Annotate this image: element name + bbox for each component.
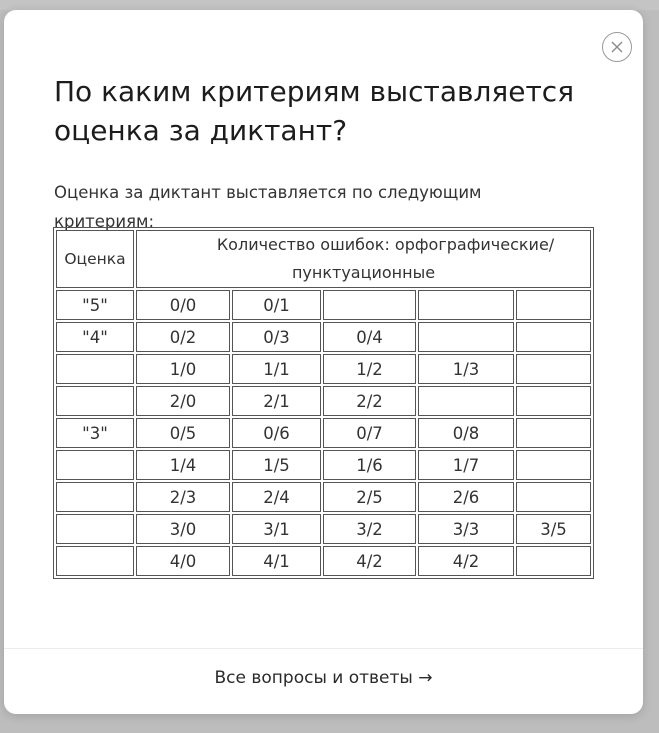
all-questions-link[interactable]: Все вопросы и ответы → [214,668,433,688]
errors-cell [516,482,591,512]
table-row [56,386,591,416]
errors-cell: 2/4 [232,482,321,512]
table-row [56,290,591,320]
header-errors [136,230,591,288]
errors-cell: 1/1 [232,354,321,384]
table-row [56,482,591,512]
errors-cell [516,386,591,416]
table-header-row [56,230,591,288]
header-grade: Оценка [56,230,134,288]
grade-cell: "4" [56,322,134,352]
errors-cell: 1/5 [232,450,321,480]
grade-cell [56,450,134,480]
errors-cell [516,546,591,576]
grade-cell [56,386,134,416]
errors-cell: 4/1 [232,546,321,576]
errors-cell: 3/0 [136,514,230,544]
errors-cell: 3/3 [418,514,514,544]
errors-cell [516,290,591,320]
modal-title: По каким критериям выставляется оценка за диктант? [54,75,575,147]
errors-cell: 0/5 [136,418,230,448]
errors-cell: 1/4 [136,450,230,480]
errors-cell [516,418,591,448]
close-icon [611,41,623,53]
errors-cell: 4/2 [323,546,416,576]
errors-cell: 0/1 [232,290,321,320]
errors-cell: 2/1 [232,386,321,416]
grade-cell [56,354,134,384]
table-row [56,514,591,544]
errors-cell: 3/2 [323,514,416,544]
grade-cell: "5" [56,290,134,320]
table-row [56,354,591,384]
table-row [56,546,591,576]
errors-cell: 0/4 [323,322,416,352]
errors-cell: 1/3 [418,354,514,384]
table-row [56,322,591,352]
table-row [56,450,591,480]
errors-cell: 2/0 [136,386,230,416]
errors-cell: 2/5 [323,482,416,512]
errors-cell: 1/0 [136,354,230,384]
errors-cell: 2/2 [323,386,416,416]
page-backdrop [0,0,659,10]
errors-cell [418,322,514,352]
errors-cell: 0/6 [232,418,321,448]
intro-text: Оценка за диктант выставляется по следующим критериям: [54,183,482,231]
errors-cell: 3/5 [516,514,591,544]
errors-cell: 0/7 [323,418,416,448]
close-button[interactable] [602,32,632,62]
table-row [56,418,591,448]
errors-cell: 0/3 [232,322,321,352]
header-errors-text: Количество ошибок: орфографические/пунктуационные [216,235,555,282]
errors-cell: 0/0 [136,290,230,320]
errors-cell: 1/6 [323,450,416,480]
errors-cell: 4/0 [136,546,230,576]
grade-cell: "3" [56,418,134,448]
errors-cell: 2/6 [418,482,514,512]
grade-cell [56,482,134,512]
grading-criteria-table [53,227,594,579]
footer-divider [4,648,643,649]
grade-cell [56,514,134,544]
errors-cell [516,354,591,384]
errors-cell [516,322,591,352]
errors-cell: 1/7 [418,450,514,480]
errors-cell: 0/2 [136,322,230,352]
grade-cell [56,546,134,576]
errors-cell: 1/2 [323,354,416,384]
errors-cell: 0/8 [418,418,514,448]
errors-cell [323,290,416,320]
faq-modal [4,10,643,714]
errors-cell [516,450,591,480]
errors-cell: 2/3 [136,482,230,512]
errors-cell [418,290,514,320]
errors-cell [418,386,514,416]
errors-cell: 4/2 [418,546,514,576]
errors-cell: 3/1 [232,514,321,544]
